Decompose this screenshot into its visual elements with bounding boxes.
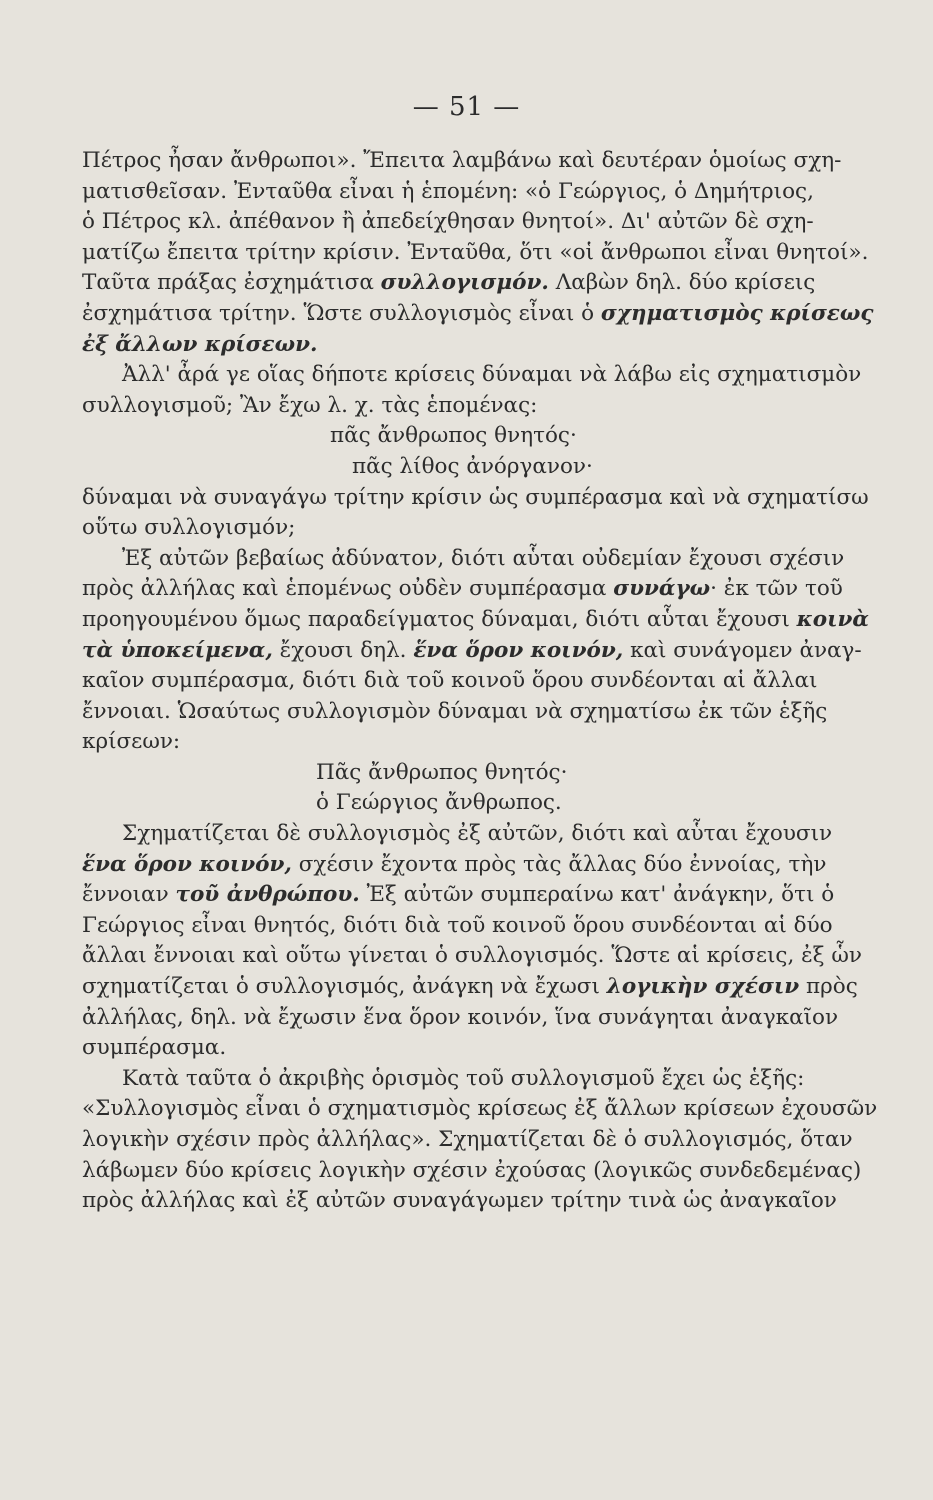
text-line <box>82 421 872 452</box>
emphasized-text: τὰ ὑποκείμενα, <box>82 637 273 663</box>
text-segment: σχηματίζεται ὁ συλλογισμός, ἀνάγκη νὰ ἔχωσι <box>82 974 607 1000</box>
text-line <box>82 636 872 667</box>
text-segment: πρὸς <box>799 974 858 1000</box>
text-line <box>82 330 872 361</box>
text-segment: Ἀλλ' ἆρά γε οἵας δήποτε κρίσεις δύναμαι νὰ λάβω εἰς σχηματισμὸν <box>122 362 862 388</box>
text-line <box>82 1186 872 1217</box>
text-line <box>82 299 872 330</box>
text-line <box>82 207 872 238</box>
text-segment: οὕτω συλλογισμόν; <box>82 515 296 541</box>
text-line <box>82 177 872 208</box>
text-segment: ἐσχημάτισα τρίτην. Ὥστε συλλογισμὸς εἶναι ὁ <box>82 300 601 326</box>
text-line <box>82 880 872 911</box>
text-segment: καῖον συμπέρασμα, διότι διὰ τοῦ κοινοῦ ὅρου συνδέονται αἱ ἄλλαι <box>82 668 818 694</box>
text-line <box>82 758 872 789</box>
emphasized-text: λογικὴν σχέσιν <box>606 974 800 1000</box>
text-segment: Κατὰ ταῦτα ὁ ἀκριβὴς ὁρισμὸς τοῦ συλλογισμοῦ ἔχει ὡς ἑξῆς: <box>122 1065 805 1091</box>
text-line <box>82 972 872 1003</box>
text-line <box>82 1156 872 1187</box>
text-line <box>82 911 872 942</box>
text-segment: Πέτρος ἦσαν ἄνθρωποι». Ἔπειτα λαμβάνω καὶ δευτέραν ὁμοίως σχη- <box>82 148 842 173</box>
text-segment: συμπέρασμα. <box>82 1035 227 1061</box>
text-line <box>82 666 872 697</box>
text-segment: πρὸς ἀλλήλας καὶ ἑπομένως οὐδὲν συμπέρασμα <box>82 576 614 602</box>
text-segment: Γεώργιος εἶναι θνητός, διότι διὰ τοῦ κοινοῦ ὅρου συνδέονται αἱ δύο <box>82 912 833 938</box>
text-line <box>82 1125 872 1156</box>
emphasized-text: συνάγω <box>613 576 711 602</box>
text-segment: δύναμαι νὰ συναγάγω τρίτην κρίσιν ὡς συμπέρασμα καὶ νὰ σχηματίσω <box>82 484 869 510</box>
text-segment: σχέσιν ἔχοντα πρὸς τὰς ἄλλας δύο ἐννοίας, τὴν <box>291 851 827 877</box>
text-segment: πᾶς λίθος ἀνόργανον· <box>352 453 593 479</box>
text-segment: πρὸς ἀλλήλας καὶ ἐξ αὐτῶν συναγάγωμεν τρίτην τινὰ ὡς ἀναγκαῖον <box>82 1188 837 1214</box>
text-line <box>82 268 872 299</box>
text-line <box>82 238 872 269</box>
text-line <box>82 850 872 881</box>
emphasized-text: τοῦ ἀνθρώπου. <box>175 882 360 908</box>
text-segment: προηγουμένου ὅμως παραδείγματος δύναμαι, διότι αὗται ἔχουσι <box>82 606 797 632</box>
text-segment: Πᾶς ἄνθρωπος θνητός· <box>316 759 568 785</box>
text-segment: Λαβὼν δηλ. δύο κρίσεις <box>548 270 816 296</box>
text-segment: κρίσεων: <box>82 729 181 755</box>
text-segment: ματισθεῖσαν. Ἐνταῦθα εἶναι ἡ ἑπομένη: «ὁ Γεώργιος, ὁ Δημήτριος, <box>82 178 814 204</box>
text-line <box>82 544 872 575</box>
emphasized-text: ἕνα ὅρον κοινόν, <box>82 851 292 877</box>
emphasized-text: κοινὰ <box>796 606 869 632</box>
text-line <box>82 146 872 177</box>
text-line <box>82 360 872 391</box>
text-segment: Ἐξ αὐτῶν συμπεραίνω κατ' ἀνάγκην, ὅτι ὁ <box>359 882 835 908</box>
text-segment: ἀλλήλας, δηλ. νὰ ἔχωσιν ἕνα ὅρον κοινόν, ἵνα συνάγηται ἀναγκαῖον <box>82 1004 839 1030</box>
text-line <box>82 574 872 605</box>
text-segment: «Συλλογισμὸς εἶναι ὁ σχηματισμὸς κρίσεως ἐξ ἄλλων κρίσεων ἐχουσῶν <box>82 1096 878 1122</box>
text-line <box>82 819 872 850</box>
text-line <box>82 788 872 819</box>
body-text <box>82 146 878 1217</box>
text-line <box>82 727 872 758</box>
text-line <box>82 1003 872 1034</box>
text-line <box>82 1033 872 1064</box>
text-line <box>82 941 872 972</box>
text-line <box>82 697 872 728</box>
text-segment: λάβωμεν δύο κρίσεις λογικὴν σχέσιν ἐχούσας (λογικῶς συνδεδεμένας) <box>82 1157 862 1183</box>
text-segment: Ἐξ αὐτῶν βεβαίως ἀδύνατον, διότι αὗται οὐδεμίαν ἔχουσι σχέσιν <box>122 545 845 571</box>
text-segment: ἄλλαι ἔννοιαι καὶ οὕτω γίνεται ὁ συλλογισμός. Ὥστε αἱ κρίσεις, ἐξ ὧν <box>82 943 862 969</box>
text-line <box>82 513 872 544</box>
text-segment: λογικὴν σχέσιν πρὸς ἀλλήλας». Σχηματίζεται δὲ ὁ συλλογισμός, ὅταν <box>82 1127 853 1152</box>
text-segment: ἔχουσι δηλ. <box>272 637 414 663</box>
emphasized-text: ἐξ ἄλλων κρίσεων. <box>82 331 318 357</box>
text-line <box>82 1064 872 1095</box>
text-segment: καὶ συνάγομεν ἀναγ- <box>623 637 862 663</box>
text-segment: ματίζω ἔπειτα τρίτην κρίσιν. Ἐνταῦθα, ὅτι «οἱ ἄνθρωποι εἶναι θνητοί». <box>82 239 869 265</box>
text-segment: πᾶς ἄνθρωπος θνητός· <box>330 423 577 449</box>
text-segment: Σχηματίζεται δὲ συλλογισμὸς ἐξ αὐτῶν, διότι καὶ αὗται ἔχουσιν <box>122 821 833 847</box>
text-segment: ἔννοιαν <box>82 882 176 908</box>
text-line <box>82 1094 878 1125</box>
text-segment: ὁ Γεώργιος ἄνθρωπος. <box>316 790 562 816</box>
emphasized-text: ἕνα ὅρον κοινόν, <box>413 637 624 663</box>
text-line <box>82 605 872 636</box>
emphasized-text: συλλογισμόν. <box>380 270 549 296</box>
text-segment: ἔννοιαι. Ὡσαύτως συλλογισμὸν δύναμαι νὰ σχηματίσω ἐκ τῶν ἑξῆς <box>82 698 828 724</box>
emphasized-text: σχηματισμὸς κρίσεως <box>600 300 874 326</box>
text-line <box>82 391 872 422</box>
text-segment: Ταῦτα πράξας ἐσχημάτισα <box>82 270 381 296</box>
text-segment: ὁ Πέτρος κλ. ἀπέθανον ἢ ἀπεδείχθησαν θνητοί». Δι' αὐτῶν δὲ σχη- <box>82 209 814 235</box>
text-segment: · ἐκ τῶν τοῦ <box>710 576 843 602</box>
text-line <box>82 452 872 483</box>
page-number: — 51 — <box>412 92 521 122</box>
text-segment: συλλογισμοῦ; Ἂν ἔχω λ. χ. τὰς ἑπομένας: <box>82 392 538 418</box>
text-line <box>82 483 872 514</box>
